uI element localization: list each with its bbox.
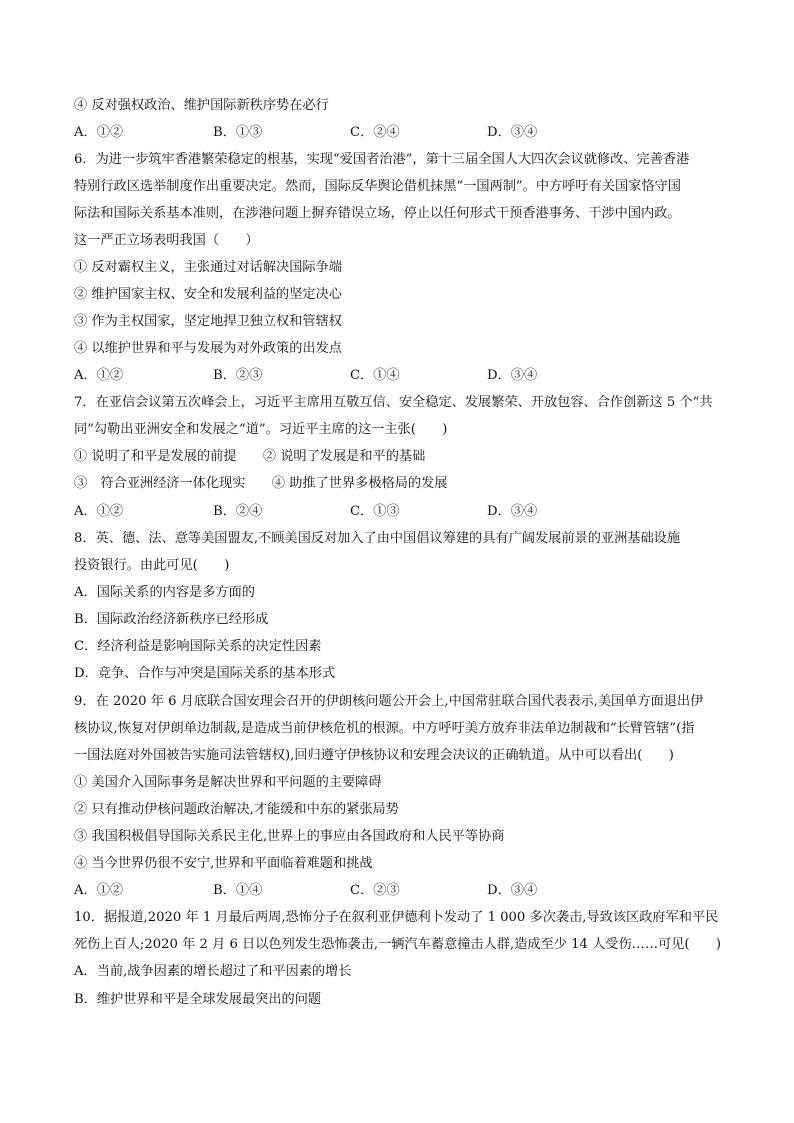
q9-option-c: C．②③	[350, 883, 400, 898]
q6-statement-4: ④ 以维护世界和平与发展为对外政策的出发点	[74, 341, 342, 356]
q5-option-b: B．①③	[213, 125, 263, 140]
q5-option-d: D．③④	[487, 125, 538, 140]
q7-stem-line-1: 7．在亚信会议第五次峰会上，习近平主席用互敬互信、安全稳定、发展繁荣、开放包容、合作创新这 5 个“共	[74, 395, 713, 410]
q6-option-b: B．②③	[213, 368, 263, 383]
q7-option-a: A．①②	[74, 504, 124, 519]
q7-option-c: C．①③	[350, 504, 400, 519]
q6-statement-2: ② 维护国家主权、安全和发展利益的坚定决心	[74, 287, 342, 302]
q6-statement-1: ① 反对霸权主义，主张通过对话解决国际争端	[74, 260, 342, 275]
q10-stem-line-1: 10．据报道,2020 年 1 月最后两周,恐怖分子在叙利亚伊德利卜发动了 1 000 多次袭击,导致该区政府军和平民	[74, 910, 719, 925]
q7-option-b: B．②④	[213, 504, 263, 519]
q8-choice-d: D．竞争、合作与冲突是国际关系的基本形式	[74, 666, 336, 681]
q9-option-a: A．①②	[74, 883, 124, 898]
q8-choice-a: A．国际关系的内容是多方面的	[74, 585, 255, 600]
q6-stem-line-4: 这一严正立场表明我国（ ）	[74, 233, 259, 248]
q8-choice-b: B．国际政治经济新秩序已经形成	[74, 612, 269, 627]
q7-statements-row-1: ① 说明了和平是发展的前提 ② 说明了发展是和平的基础	[74, 449, 426, 464]
q6-stem-line-1: 6．为进一步筑牢香港繁荣稳定的根基，实现“爱国者治港”，第十三届全国人大四次会议就修改、完善香港	[74, 152, 690, 167]
q6-stem-line-2: 特别行政区选举制度作出重要决定。然而，国际反华舆论借机抹黑“一国两制”。中方呼吁有关国家恪守国	[74, 179, 681, 194]
q10-stem-line-2: 死伤上百人;2020 年 2 月 6 日以色列发生恐怖袭击,一辆汽车蓄意撞击人群,造成至少 14 人受伤……可见( )	[74, 937, 722, 952]
q6-option-c: C．①④	[350, 368, 400, 383]
q6-stem-line-3: 际法和国际关系基本准则，在涉港问题上摒弃错误立场，停止以任何形式干预香港事务、干涉中国内政。	[74, 206, 681, 221]
q9-option-b: B．①④	[213, 883, 263, 898]
q10-choice-b: B．维护世界和平是全球发展最突出的问题	[74, 992, 322, 1007]
q9-stem-line-2: 核协议,恢复对伊朗单边制裁,是造成当前伊核危机的根源。中方呼吁美方放弃非法单边制裁和“长臂管辖”(指	[74, 721, 695, 736]
q7-stem-line-2: 同”勾勒出亚洲安全和发展之“道”。习近平主席的这一主张( )	[74, 422, 448, 437]
q9-statement-1: ① 美国介入国际事务是解决世界和平问题的主要障碍	[74, 775, 382, 790]
q8-stem-line-2: 投资银行。由此可见( )	[74, 558, 230, 573]
q9-stem-line-3: 一国法庭对外国被告实施司法管辖权),回归遵守伊核协议和安理会决议的正确轨道。从中可以看出( )	[74, 748, 674, 763]
q9-option-d: D．③④	[487, 883, 538, 898]
q5-option-a: A．①②	[74, 125, 124, 140]
q9-statement-4: ④ 当今世界仍很不安宁,世界和平面临着难题和挑战	[74, 856, 373, 871]
q5-option-c: C．②④	[350, 125, 400, 140]
q9-statement-2: ② 只有推动伊核问题政治解决,才能缓和中东的紧张局势	[74, 802, 399, 817]
q7-statements-row-2: ③ 符合亚洲经济一体化现实 ④ 助推了世界多极格局的发展	[74, 476, 448, 491]
q5-statement-4: ④ 反对强权政治、维护国际新秩序势在必行	[74, 98, 329, 113]
q6-option-d: D．③④	[487, 368, 538, 383]
q7-option-d: D．③④	[487, 504, 538, 519]
q6-statement-3: ③ 作为主权国家，坚定地捍卫独立权和管辖权	[74, 314, 342, 329]
q6-option-a: A．①②	[74, 368, 124, 383]
q8-choice-c: C．经济利益是影响国际关系的决定性因素	[74, 639, 322, 654]
q10-choice-a: A．当前,战争因素的增长超过了和平因素的增长	[74, 964, 352, 979]
q9-statement-3: ③ 我国积极倡导国际关系民主化,世界上的事应由各国政府和人民平等协商	[74, 829, 505, 844]
q9-stem-line-1: 9．在 2020 年 6 月底联合国安理会召开的伊朗核问题公开会上,中国常驻联合国代表表示,美国单方面退出伊	[74, 694, 704, 709]
q8-stem-line-1: 8．英、德、法、意等美国盟友,不顾美国反对加入了由中国倡议筹建的具有广阔发展前景的亚洲基础设施	[74, 531, 681, 546]
